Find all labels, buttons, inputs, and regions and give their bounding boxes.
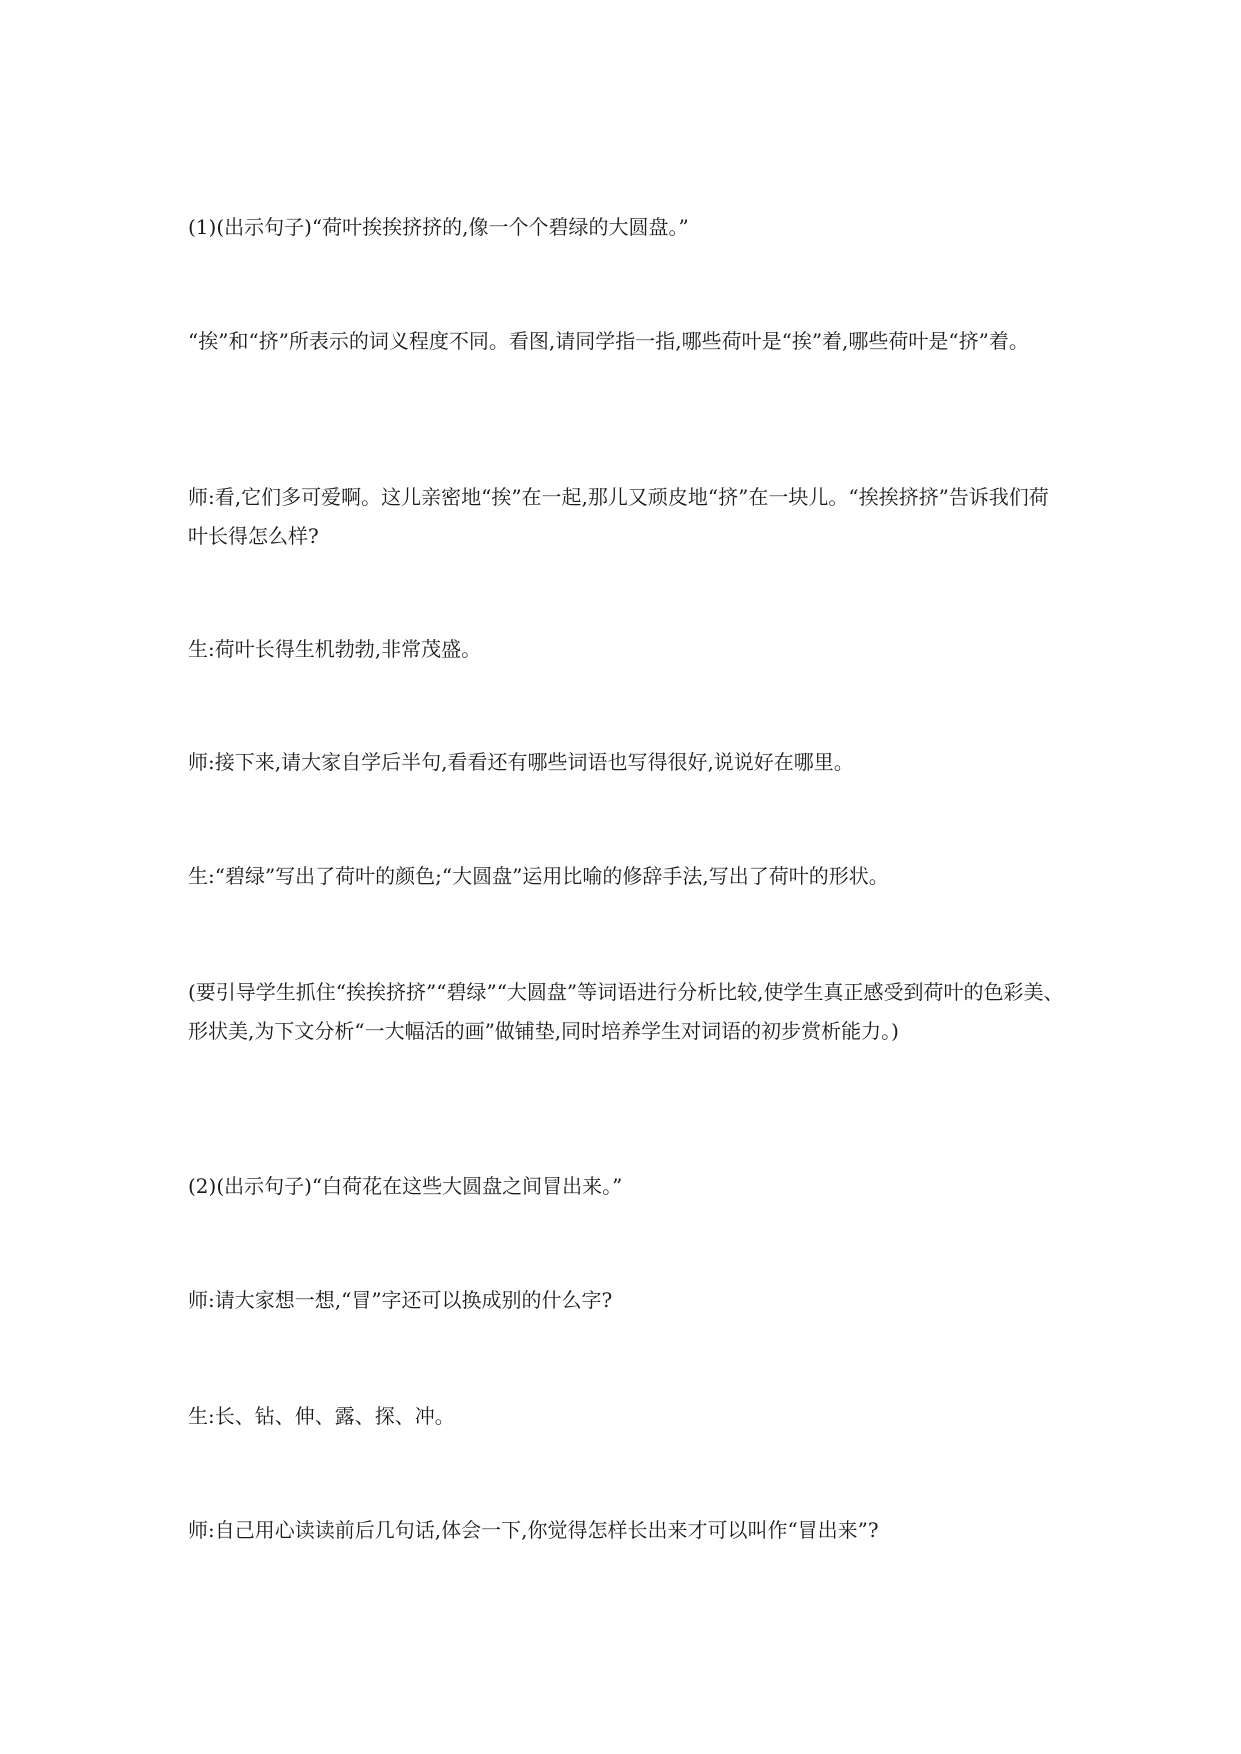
- paragraph-5: 师:接下来,请大家自学后半句,看看还有哪些词语也写得很好,说说好在哪里。: [188, 750, 854, 774]
- paragraph-2: “挨”和“挤”所表示的词义程度不同。看图,请同学指一指,哪些荷叶是“挨”着,哪些荷叶是“挤”着。: [188, 329, 1029, 353]
- paragraph-4: 生:荷叶长得生机勃勃,非常茂盛。: [188, 637, 482, 661]
- paragraph-11: 师:自己用心读读前后几句话,体会一下,你觉得怎样长出来才可以叫作“冒出来”?: [188, 1518, 879, 1542]
- paragraph-10: 生:长、钻、伸、露、探、冲。: [188, 1404, 455, 1428]
- paragraph-9: 师:请大家想一想,“冒”字还可以换成别的什么字?: [188, 1288, 613, 1312]
- paragraph-1: (1)(出示句子)“荷叶挨挨挤挤的,像一个个碧绿的大圆盘。”: [188, 215, 689, 239]
- paragraph-6: 生:“碧绿”写出了荷叶的颜色;“大圆盘”运用比喻的修辞手法,写出了荷叶的形状。: [188, 864, 889, 888]
- paragraph-3: 师:看,它们多可爱啊。这儿亲密地“挨”在一起,那儿又顽皮地“挤”在一块儿。“挨挨挤挤”告诉我们荷叶长得怎么样?: [188, 485, 1049, 548]
- paragraph-8: (2)(出示句子)“白荷花在这些大圆盘之间冒出来。”: [188, 1174, 623, 1198]
- paragraph-7: (要引导学生抓住“挨挨挤挤”“碧绿”“大圆盘”等词语进行分析比较,使学生真正感受到荷叶的色彩美、形状美,为下文分析“一大幅活的画”做铺垫,同时培养学生对词语的初步赏析能力。): [188, 980, 1064, 1043]
